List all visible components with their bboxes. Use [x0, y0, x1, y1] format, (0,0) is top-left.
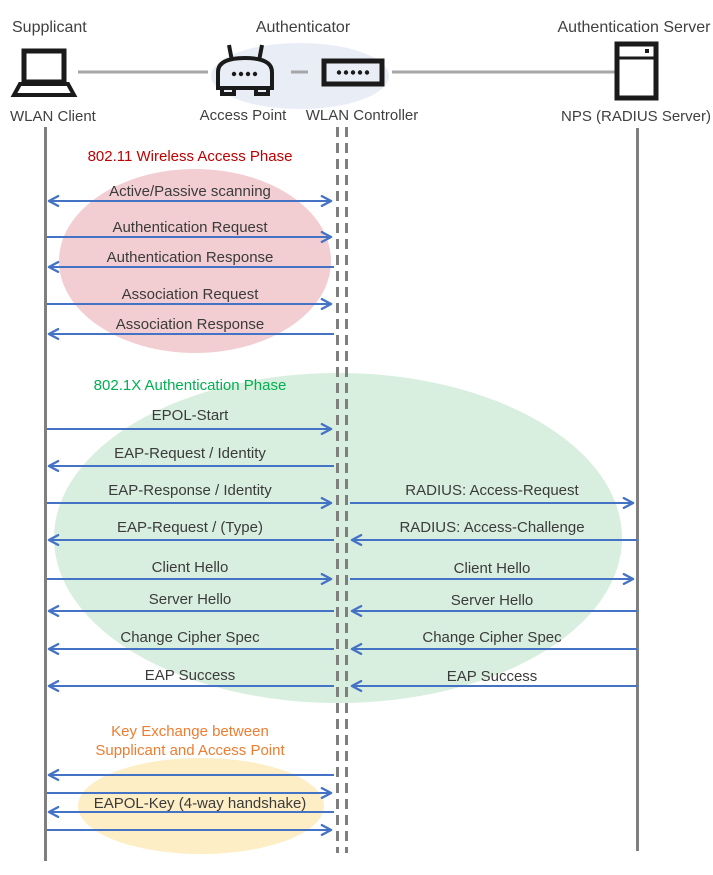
phase-title-key-exchange-line2: Supplicant and Access Point [95, 742, 285, 759]
actor-role-authentication-server: Authentication Server [557, 19, 711, 36]
label-radius-access-challenge: RADIUS: Access-Challenge [399, 519, 585, 536]
phase-title-wireless-access: 802.11 Wireless Access Phase [87, 148, 293, 165]
label-radius-access-request: RADIUS: Access-Request [405, 482, 579, 499]
label-eap-request-identity: EAP-Request / Identity [114, 445, 266, 462]
actor-device-access-point: Access Point [199, 107, 287, 124]
actor-role-supplicant: Supplicant [12, 19, 87, 36]
phase-title-dot1x-authentication: 802.1X Authentication Phase [93, 377, 287, 394]
label-authentication-response: Authentication Response [106, 249, 274, 266]
label-change-cipher-left: Change Cipher Spec [120, 629, 260, 646]
label-client-hello-right: Client Hello [453, 560, 531, 577]
actor-role-authenticator: Authenticator [255, 19, 351, 36]
label-epol-start: EPOL-Start [151, 407, 229, 424]
label-association-request: Association Request [121, 286, 259, 303]
phase-title-key-exchange [95, 722, 284, 760]
label-eap-response-identity: EAP-Response / Identity [108, 482, 272, 499]
label-active-passive-scanning: Active/Passive scanning [109, 183, 271, 200]
label-eapol-key: EAPOL-Key (4-way handshake) [93, 795, 307, 812]
label-client-hello-left: Client Hello [151, 559, 229, 576]
label-eap-request-type: EAP-Request / (Type) [117, 519, 263, 536]
label-authentication-request: Authentication Request [112, 219, 268, 236]
label-change-cipher-right: Change Cipher Spec [422, 629, 562, 646]
label-association-response: Association Response [115, 316, 265, 333]
label-server-hello-left: Server Hello [148, 591, 232, 608]
label-server-hello-right: Server Hello [450, 592, 534, 609]
actor-device-wlan-controller: WLAN Controller [305, 107, 419, 124]
label-eap-success-right: EAP Success [446, 668, 538, 685]
label-eap-success-left: EAP Success [144, 667, 236, 684]
phase-title-key-exchange-line1: Key Exchange between [111, 723, 269, 740]
actor-device-nps-radius-server: NPS (RADIUS Server) [560, 108, 712, 125]
actor-device-wlan-client: WLAN Client [10, 108, 96, 125]
laptop-icon [14, 51, 74, 95]
authenticator-group-ellipse [211, 43, 389, 109]
server-icon [617, 44, 656, 98]
